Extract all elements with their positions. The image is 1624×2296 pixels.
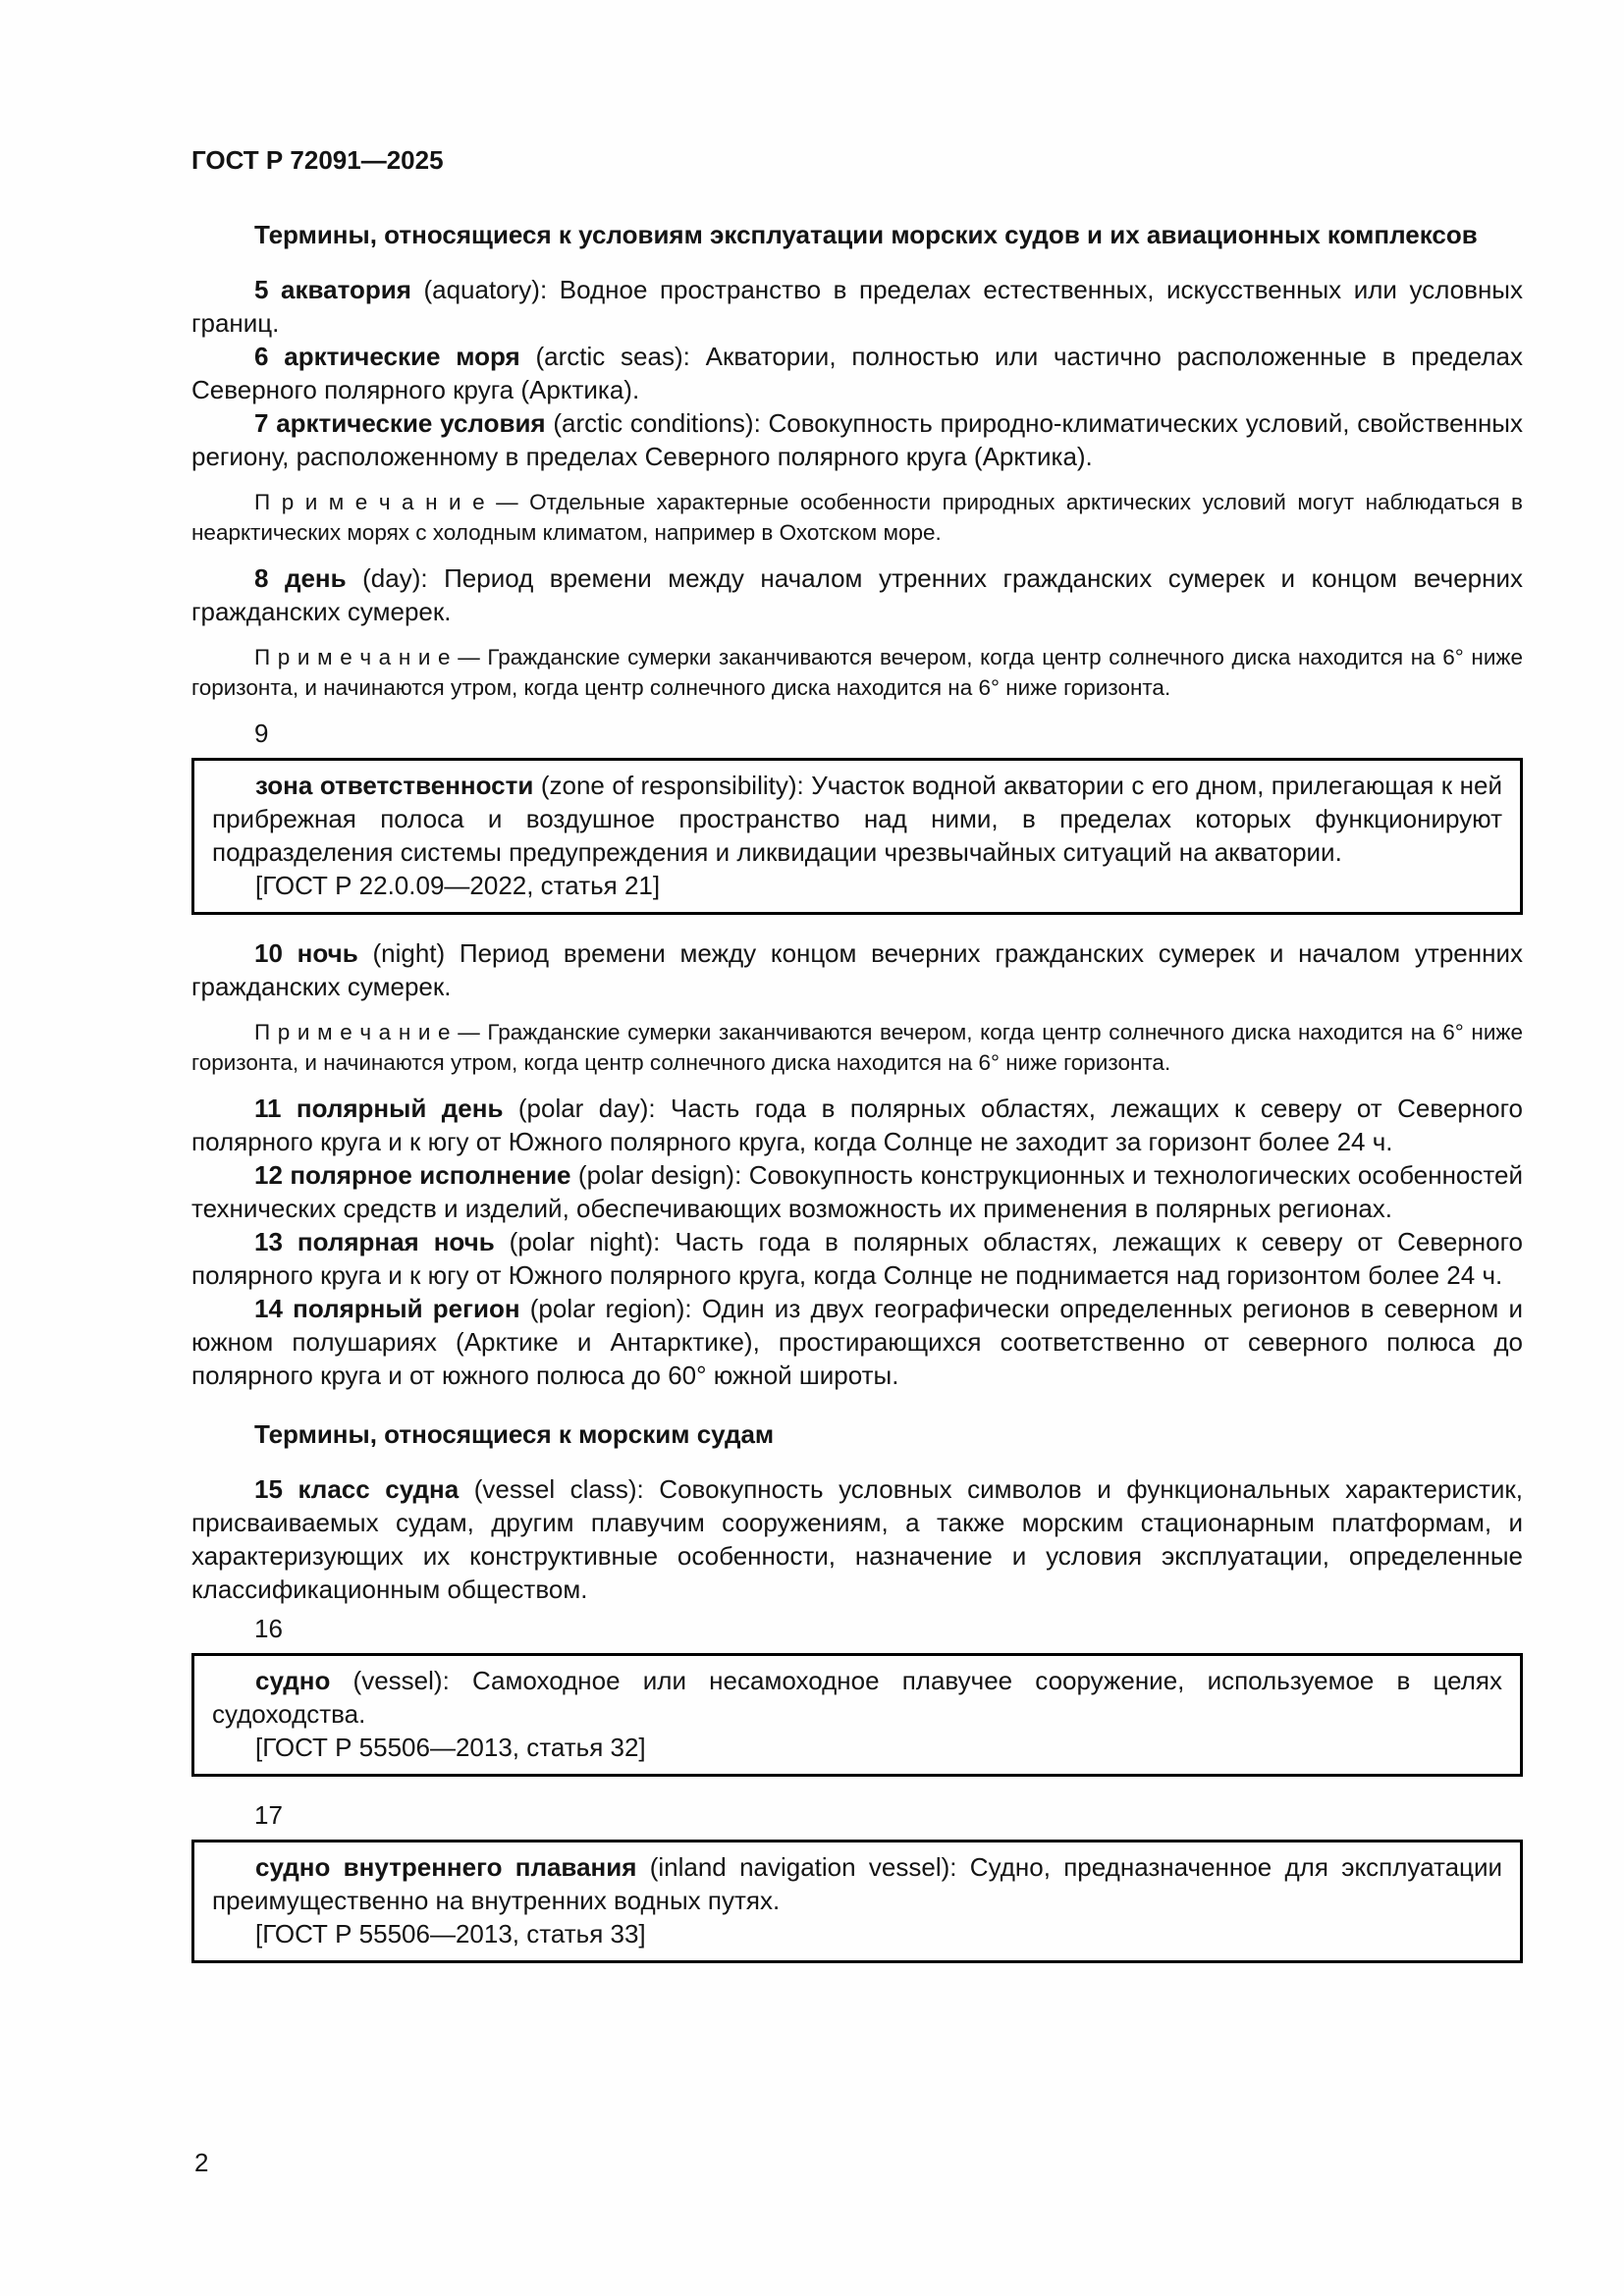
quoted-ref-17: [ГОСТ Р 55506—2013, статья 33] bbox=[255, 1919, 646, 1949]
term-6 bbox=[191, 340, 1523, 406]
term-15-definition: (vessel class): Совокупность условных символов и функциональных характеристик, присваиваемых судам, другим плавучим сооружениям, а также морским стационарным платформам, и характеризующих их конструктивные особенности, назначение и условия эксплуатации, определенные классификационным обществом. bbox=[191, 1474, 1523, 1604]
term-14-definition: (polar region): Один из двух географически определенных регионов в северном и южном полушариях (Арктике и Антарктике), простирающихся соответственно от северного полюса до полярного круга и от южного полюса до 60° южной широты. bbox=[191, 1294, 1523, 1390]
quoted-term-17 bbox=[212, 1850, 1502, 1917]
section-heading-conditions: Термины, относящиеся к условиям эксплуатации морских судов и их авиационных комплексов bbox=[254, 220, 1478, 249]
quoted-term-16-definition: (vessel): Самоходное или несамоходное плавучее сооружение, используемое в целях судоходства. bbox=[212, 1666, 1502, 1729]
section-heading-vessels: Термины, относящиеся к морским судам bbox=[254, 1419, 775, 1449]
term-7-definition: (arctic conditions): Совокупность природно-климатических условий, свойственных региону, расположенному в пределах Северного полярного круга (Арктика). bbox=[191, 408, 1523, 471]
term-8 bbox=[191, 561, 1523, 628]
term-12 bbox=[191, 1158, 1523, 1225]
quoted-term-9-definition: (zone of responsibility): Участок водной акватории с его дном, прилегающая к ней прибрежная полоса и воздушное пространство над ними, в пределах которых функционируют подразделения системы предупреждения и ликвидации чрезвычайных ситуаций на акватории. bbox=[212, 771, 1502, 867]
term-15-label: 15 класс судна bbox=[254, 1474, 460, 1504]
term-5-definition: (aquatory): Водное пространство в пределах естественных, искусственных или условных границ. bbox=[191, 275, 1523, 338]
quoted-definition-9 bbox=[191, 758, 1523, 915]
term-5 bbox=[191, 273, 1523, 340]
term-14-label: 14 полярный регион bbox=[254, 1294, 520, 1323]
term-10-label: 10 ночь bbox=[254, 938, 358, 968]
term-14 bbox=[191, 1292, 1523, 1392]
term-10 bbox=[191, 936, 1523, 1003]
note-7: П р и м е ч а н и е — Отдельные характерные особенности природных арктических условий могут наблюдаться в неарктических морях с холодным климатом, например в Охотском море. bbox=[191, 490, 1523, 545]
term-11-definition: (polar day): Часть года в полярных областях, лежащих к северу от Северного полярного круга и к югу от Южного полярного круга, когда Солнце не заходит за горизонт более 24 ч. bbox=[191, 1094, 1523, 1156]
quoted-ref-16: [ГОСТ Р 55506—2013, статья 32] bbox=[255, 1733, 646, 1762]
term-8-definition: (day): Период времени между началом утренних гражданских сумерек и концом вечерних гражданских сумерек. bbox=[191, 563, 1523, 626]
term-13-definition: (polar night): Часть года в полярных областях, лежащих к северу от Северного полярного круга и к югу от Южного полярного круга, когда Солнце не поднимается над горизонтом более 24 ч. bbox=[191, 1227, 1523, 1290]
quoted-term-9-label: зона ответственности bbox=[255, 771, 534, 800]
quoted-definition-16 bbox=[191, 1653, 1523, 1777]
quoted-term-16 bbox=[212, 1664, 1502, 1731]
term-7-label: 7 арктические условия bbox=[254, 408, 546, 438]
term-13 bbox=[191, 1225, 1523, 1292]
term-13-label: 13 полярная ночь bbox=[254, 1227, 495, 1256]
term-6-definition: (arctic seas): Акватории, полностью или частично расположенные в пределах Северного полярного круга (Арктика). bbox=[191, 342, 1524, 404]
term-8-label: 8 день bbox=[254, 563, 347, 593]
term-7 bbox=[191, 406, 1523, 473]
term-5-label: 5 акватория bbox=[254, 275, 411, 304]
page-number: 2 bbox=[194, 2148, 209, 2177]
quoted-term-17-label: судно внутреннего плавания bbox=[255, 1852, 637, 1882]
quoted-term-16-label: судно bbox=[255, 1666, 331, 1695]
note-10: П р и м е ч а н и е — Гражданские сумерки заканчиваются вечером, когда центр солнечного диска находится на 6° ниже горизонта, и начинаются утром, когда центр солнечного диска находится на 6° ниже горизонта. bbox=[191, 1020, 1523, 1075]
term-11-label: 11 полярный день bbox=[254, 1094, 504, 1123]
quoted-definition-17 bbox=[191, 1840, 1523, 1963]
term-11 bbox=[191, 1092, 1523, 1158]
term-number-16: 16 bbox=[254, 1614, 283, 1643]
term-15 bbox=[191, 1472, 1523, 1606]
page-content bbox=[191, 143, 1523, 1985]
term-12-label: 12 полярное исполнение bbox=[254, 1160, 571, 1190]
quoted-ref-9: [ГОСТ Р 22.0.09—2022, статья 21] bbox=[255, 871, 661, 900]
term-12-definition: (polar design): Совокупность конструкционных и технологических особенностей технических средств и изделий, обеспечивающих возможность их применения в полярных регионах. bbox=[191, 1160, 1523, 1223]
quoted-term-17-definition: (inland navigation vessel): Судно, предназначенное для эксплуатации преимущественно на внутренних водных путях. bbox=[212, 1852, 1502, 1915]
quoted-term-9 bbox=[212, 769, 1502, 869]
term-10-definition: (night) Период времени между концом вечерних гражданских сумерек и началом утренних гражданских сумерек. bbox=[191, 938, 1523, 1001]
term-6-label: 6 арктические моря bbox=[254, 342, 520, 371]
note-8: П р и м е ч а н и е — Гражданские сумерки заканчиваются вечером, когда центр солнечного диска находится на 6° ниже горизонта, и начинаются утром, когда центр солнечного диска находится на 6° ниже горизонта. bbox=[191, 645, 1523, 700]
doc-code: ГОСТ Р 72091—2025 bbox=[191, 145, 444, 175]
term-number-17: 17 bbox=[254, 1800, 283, 1830]
term-number-9: 9 bbox=[254, 719, 269, 748]
